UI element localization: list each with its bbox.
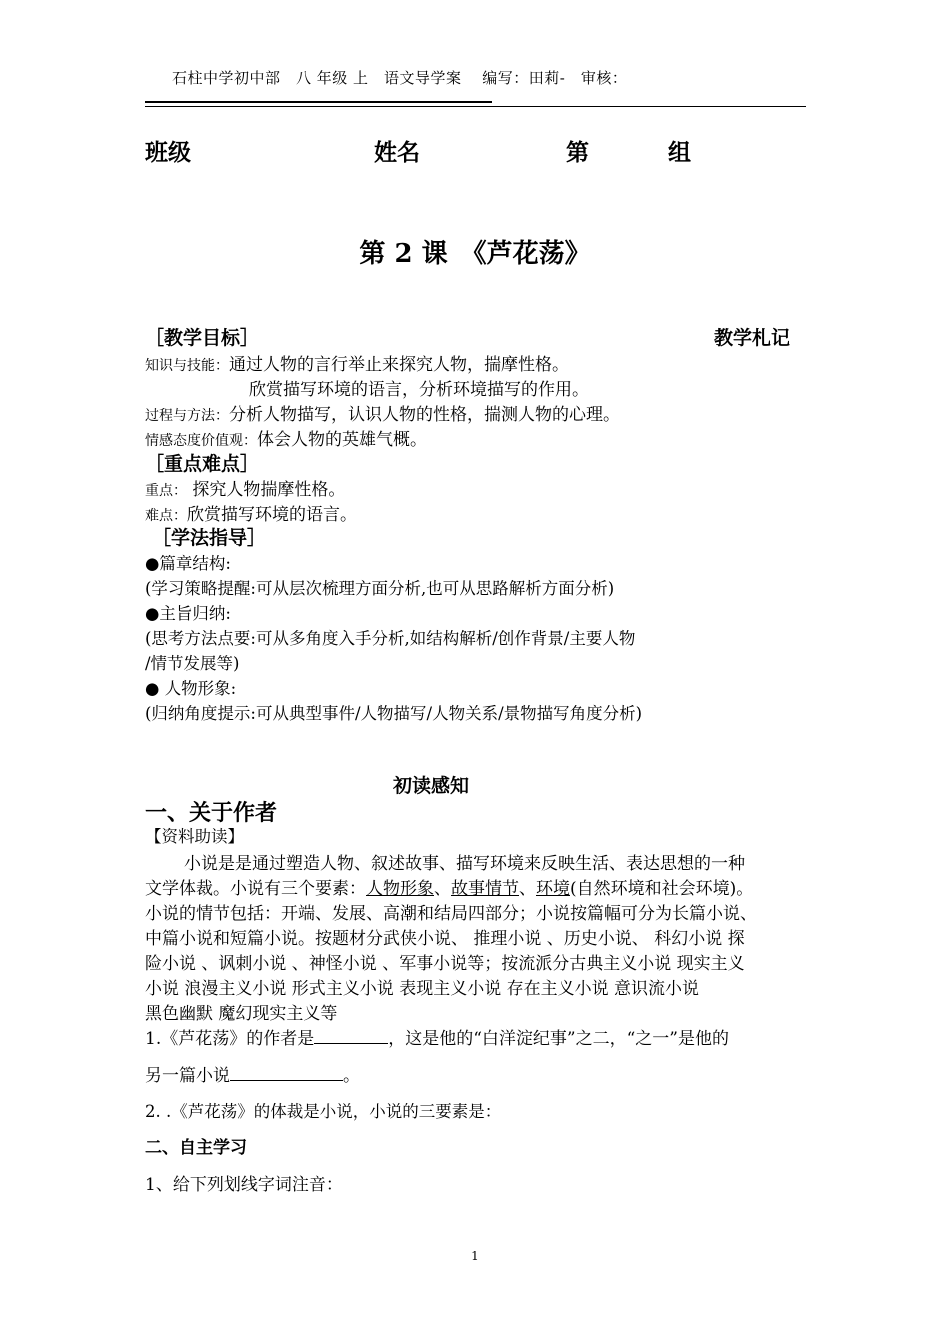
emotion-text: 体会人物的英雄气概。 — [257, 430, 427, 450]
line2-start: 文学体裁。小说有三个要素： — [145, 879, 366, 899]
self-study-heading: 二、自主学习 — [145, 1138, 247, 1158]
theme-note-2: /情节发展等) — [145, 654, 240, 673]
knowledge-label: 知识与技能： — [145, 358, 229, 374]
character-note: (归纳角度提示:可从典型事件/人物描写/人物关系/景物描写角度分析) — [145, 704, 643, 723]
question-3: 1、给下列划线字词注音： — [145, 1175, 343, 1195]
page-number: 1 — [471, 1249, 479, 1263]
key-label: 重点： — [145, 483, 187, 499]
header-rule-long — [145, 106, 806, 107]
process-label: 过程与方法： — [145, 408, 229, 424]
q1-other-novel: 另一篇小说 — [145, 1066, 230, 1086]
key-text: 探究人物揣摩性格。 — [187, 480, 346, 500]
material-line-2 — [145, 874, 753, 899]
difficult-point — [145, 500, 357, 525]
difficult-label: 难点： — [145, 508, 187, 524]
line2-sep1: 、 — [434, 879, 451, 899]
line2-sep2: 、 — [519, 879, 536, 899]
q1-start: 1.《芦花荡》的作者是 — [145, 1029, 315, 1049]
material-line-7: 黑色幽默 魔幻现实主义等 — [145, 1004, 338, 1024]
lesson-title: 第 2 课 《芦花荡》 — [359, 239, 591, 269]
header-rule-short — [145, 101, 492, 103]
line2-end: (自然环境和社会环境)。 — [570, 879, 754, 899]
question-1 — [145, 1024, 729, 1049]
emotion-label: 情感态度价值观： — [145, 433, 257, 449]
material-line-4: 中篇小说和短篇小说。按题材分武侠小说、 推理小说 、历史小说、 科幻小说 探 — [145, 929, 745, 949]
name-label: 姓名 — [374, 139, 420, 166]
author-blank[interactable] — [314, 1028, 388, 1044]
theme-bullet: ●主旨归纳: — [145, 604, 231, 623]
method-heading: ［学法指导］ — [152, 527, 267, 549]
theme-note-1: (思考方法点要:可从多角度入手分析,如结构解析/创作背景/主要人物 — [145, 629, 636, 648]
reading-heading: 初读感知 — [392, 775, 469, 797]
material-line-3: 小说的情节包括：开端、发展、高潮和结局四部分；小说按篇幅可分为长篇小说、 — [145, 904, 757, 924]
objective-emotion — [145, 425, 427, 450]
about-author-heading: 一、关于作者 — [145, 800, 278, 826]
objectives-heading: ［教学目标］ — [145, 327, 260, 349]
material-line-5: 险小说 、讽刺小说 、神怪小说 、军事小说等；按流派分古典主义小说 现实主义 — [145, 954, 745, 974]
process-text: 分析人物描写，认识人物的性格，揣测人物的心理。 — [229, 405, 620, 425]
question-2: 2. .《芦花荡》的体裁是小说，小说的三要素是： — [145, 1102, 502, 1121]
focus-heading: ［重点难点］ — [145, 453, 260, 475]
difficult-text: 欣赏描写环境的语言。 — [187, 505, 357, 525]
element-character: 人物形象 — [366, 879, 434, 899]
knowledge-text-2: 欣赏描写环境的语言，分析环境描写的作用。 — [249, 380, 589, 400]
page-header: 石柱中学初中部 八 年级 上 语文导学案 编写：田莉- 审核： — [172, 69, 628, 87]
material-line-1: 小说是是通过塑造人物、叙述故事、描写环境来反映生活、表达思想的一种 — [184, 854, 745, 874]
class-label: 班级 — [145, 139, 191, 166]
knowledge-text: 通过人物的言行举止来探究人物，揣摩性格。 — [229, 355, 569, 375]
element-setting: 环境 — [536, 879, 570, 899]
structure-note: (学习策略提醒:可从层次梳理方面分析,也可从思路解析方面分析) — [145, 579, 615, 598]
q1-end: 。 — [343, 1066, 360, 1086]
novel-blank[interactable] — [230, 1065, 343, 1081]
element-plot: 故事情节 — [451, 879, 519, 899]
objective-process — [145, 400, 620, 425]
key-point — [145, 475, 345, 500]
character-bullet: ● 人物形象: — [145, 679, 237, 698]
question-1-cont — [145, 1061, 360, 1086]
q1-middle: ，这是他的“白洋淀纪事”之二，“之一”是他的 — [388, 1029, 729, 1049]
objective-knowledge — [145, 350, 569, 375]
material-line-6: 小说 浪漫主义小说 形式主义小说 表现主义小说 存在主义小说 意识流小说 — [145, 979, 700, 999]
material-label: 【资料助读】 — [145, 827, 244, 846]
structure-bullet: ●篇章结构: — [145, 554, 231, 573]
group-prefix: 第 — [566, 139, 589, 166]
teaching-notes-label: 教学札记 — [714, 327, 791, 349]
group-suffix: 组 — [668, 139, 691, 166]
